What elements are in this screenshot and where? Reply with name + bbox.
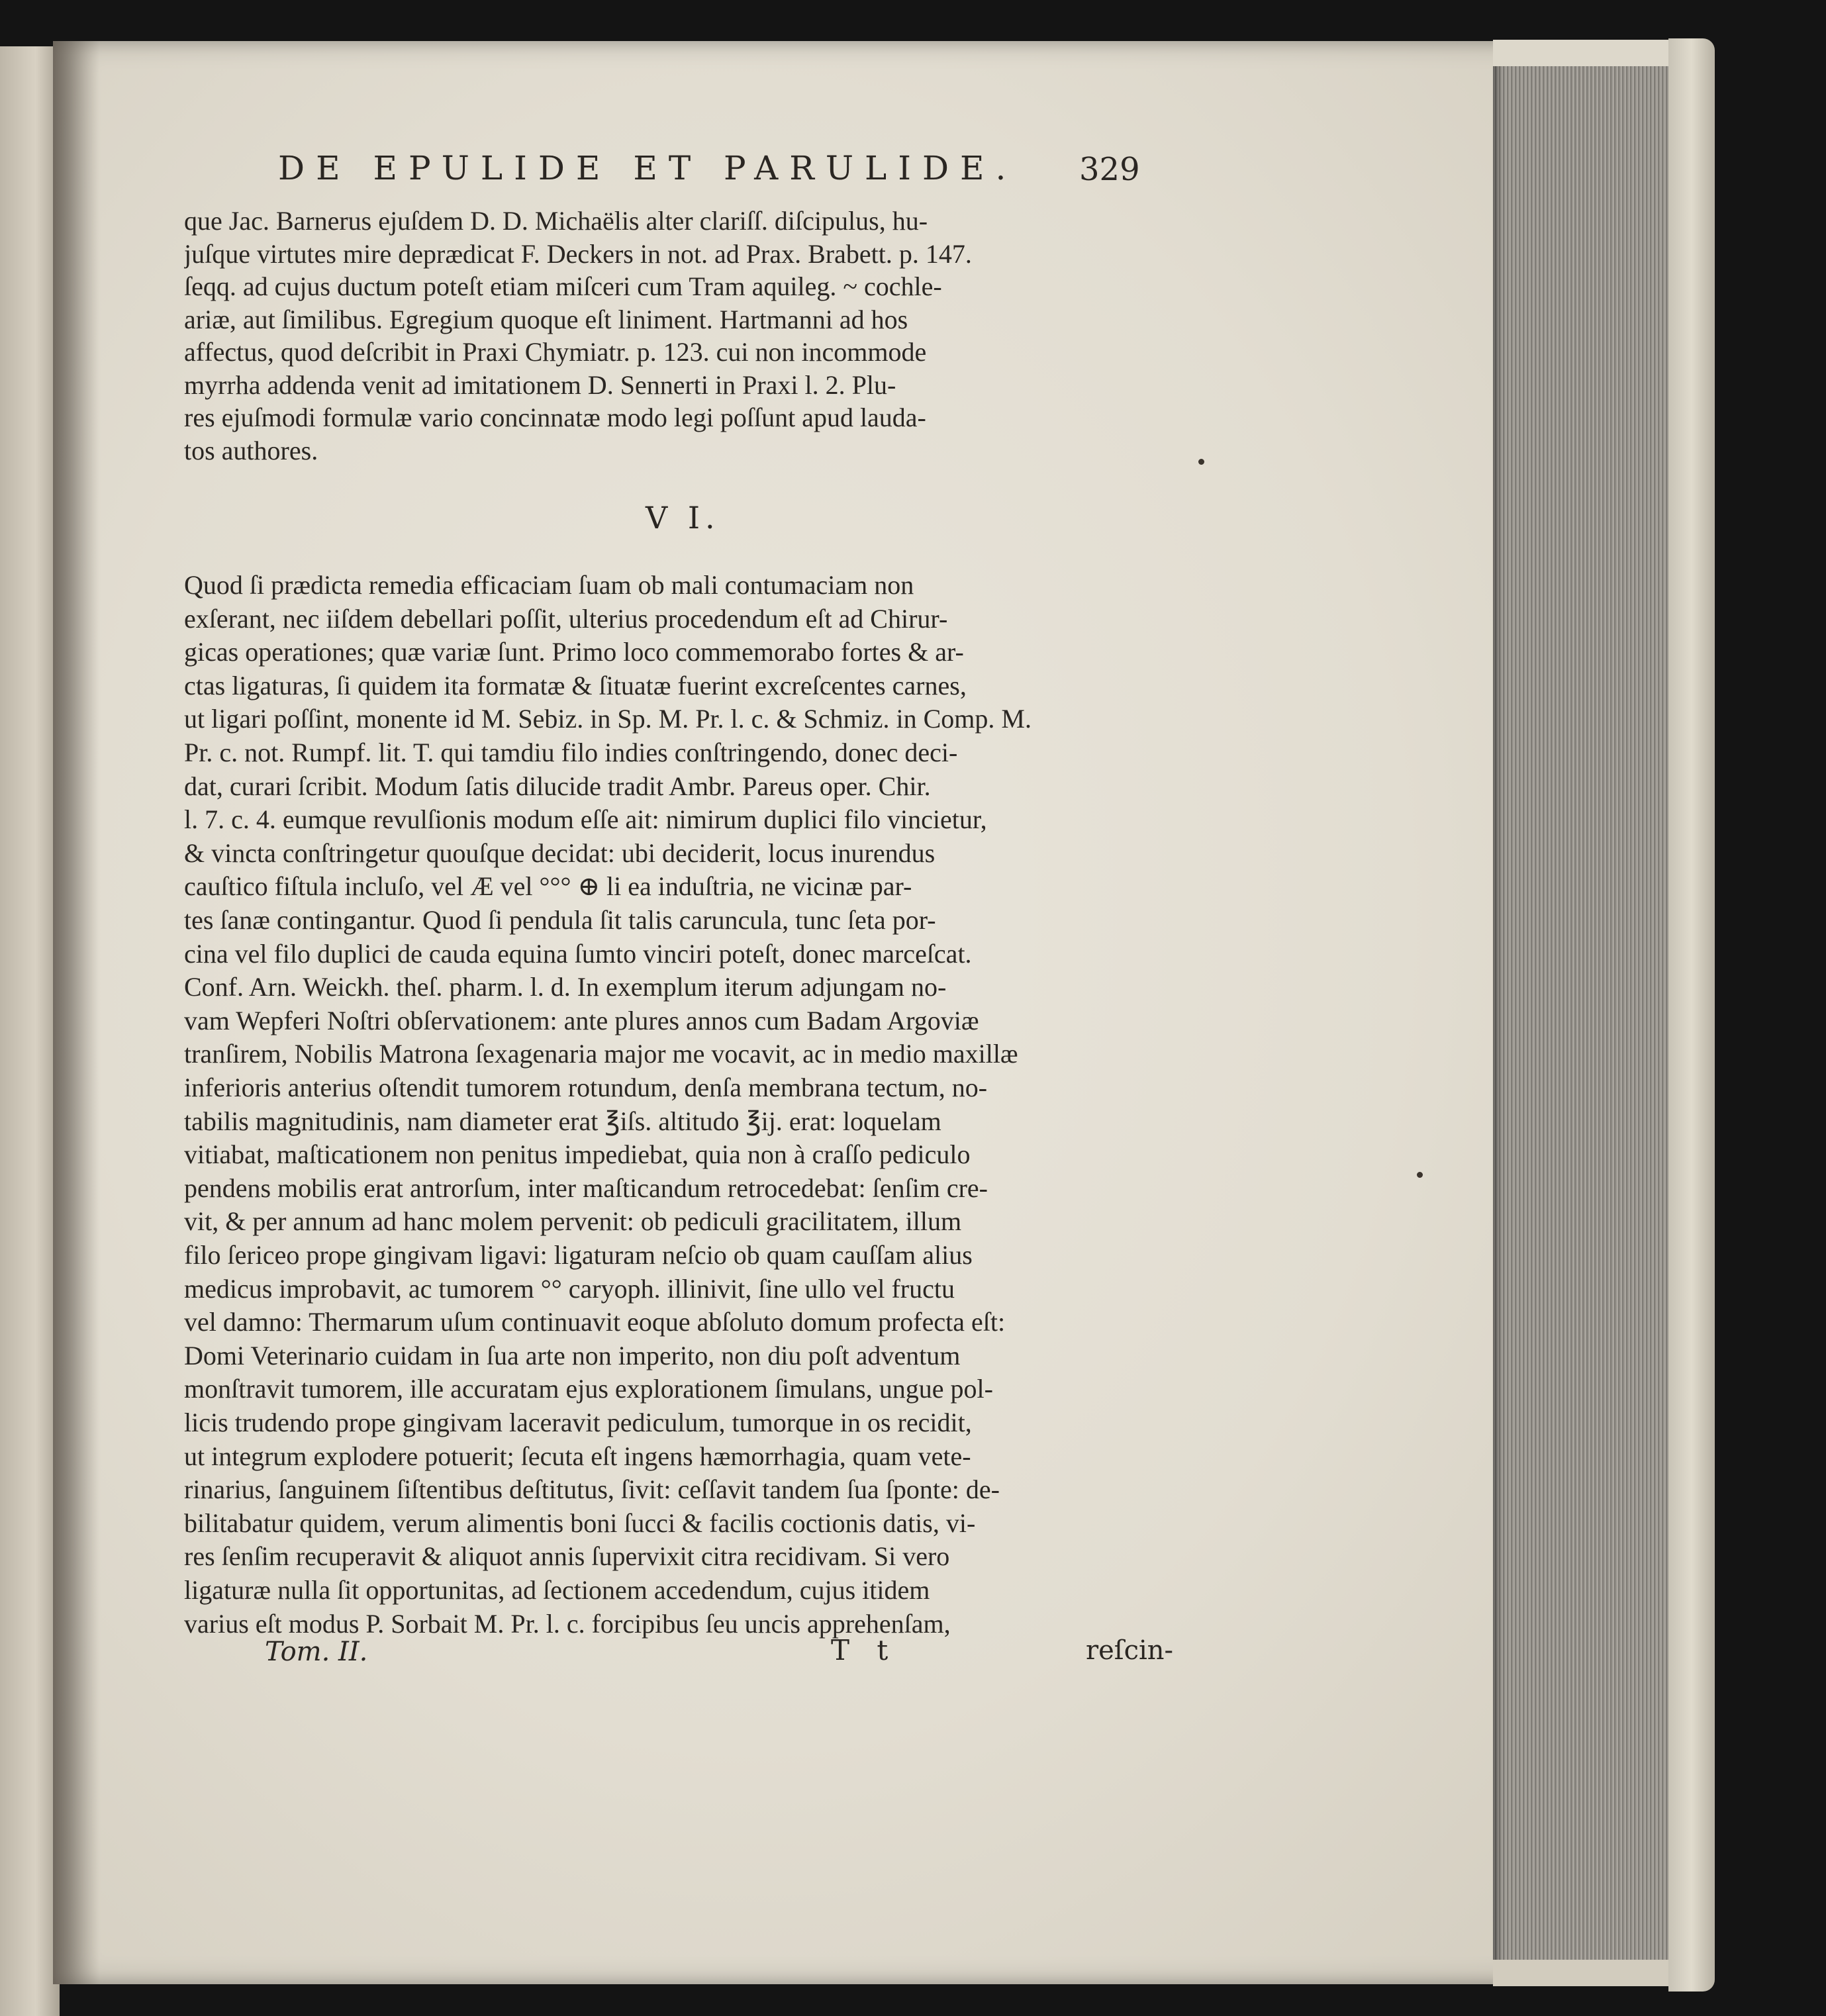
text-line: ctas ligaturas, ſi quidem ita formatæ & ſituatæ fuerint excreſcentes carnes, (184, 671, 967, 700)
section-heading: V I. (646, 500, 720, 536)
text-line: tes ſanæ contingantur. Quod ſi pendula ſit talis caruncula, tunc ſeta por- (184, 906, 936, 935)
page-gutter-shadow (53, 41, 99, 1984)
text-line: gicas operationes; quæ variæ ſunt. Primo loco commemorabo fortes & ar- (184, 638, 964, 667)
text-line: filo ſericeo prope gingivam ligavi: ligaturam neſcio ob quam cauſſam alius (184, 1241, 973, 1270)
text-line: affectus, quod deſcribit in Praxi Chymiatr. p. 123. cui non incommode (184, 338, 927, 367)
text-line: Quod ſi prædicta remedia efficaciam ſuam ob mali contumaciam non (184, 571, 914, 600)
ink-speck (1198, 459, 1204, 465)
text-line: que Jac. Barnerus ejuſdem D. D. Michaëlis alter clariſſ. diſcipulus, hu- (184, 207, 928, 236)
text-line: Conf. Arn. Weickh. theſ. pharm. l. d. In exemplum iterum adjungam no- (184, 973, 947, 1002)
text-line: & vincta conſtringetur quouſque decidat: ubi deciderit, locus inurendus (184, 838, 936, 868)
text-line: Domi Veterinario cuidam in ſua arte non imperito, non diu poſt adventum (184, 1341, 961, 1370)
footer-catchword: reſcin- (1086, 1635, 1174, 1666)
text-line: tabilis magnitudinis, nam diameter erat ℥iſs. altitudo ℥ij. erat: loquelam (184, 1106, 941, 1136)
text-line: res ſenſim recuperavit & aliquot annis ſupervixit citra recidivam. Si vero (184, 1542, 950, 1572)
text-line: myrrha addenda venit ad imitationem D. Sennerti in Praxi l. 2. Plu- (184, 370, 896, 400)
text-line: tranſirem, Nobilis Matrona ſexagenaria major me vocavit, ac in medio maxillæ (184, 1039, 1018, 1069)
text-line: vit, & per annum ad hanc molem pervenit: ob pediculi gracilitatem, illum (184, 1207, 962, 1237)
previous-page-edge (0, 46, 60, 2016)
ink-speck (1417, 1172, 1423, 1178)
text-line: bilitabatur quidem, verum alimentis boni ſucci & facilis coctionis datis, vi- (184, 1508, 976, 1538)
footer-signature-mark: T t (831, 1634, 898, 1666)
text-line: ut ligari poſſint, monente id M. Sebiz. in Sp. M. Pr. l. c. & Schmiz. in Comp. M. (184, 704, 1032, 734)
text-line: vam Wepferi Noſtri obſervationem: ante plures annos cum Badam Argoviæ (184, 1006, 979, 1035)
text-line: pendens mobilis erat antrorſum, inter maſticandum retrocedebat: ſenſim cre- (184, 1173, 988, 1203)
text-line: tos authores. (184, 436, 318, 465)
text-line: varius eſt modus P. Sorbait M. Pr. l. c. forcipibus ſeu uncis apprehenſam, (184, 1609, 951, 1639)
text-line: vel damno: Thermarum uſum continuavit eoque abſoluto domum profecta eſt: (184, 1308, 1006, 1337)
text-line: cauſtico fiſtula incluſo, vel Æ vel °°° ⊕ li ea induſtria, ne vicinæ par- (184, 872, 912, 902)
text-line: vitiabat, maſticationem non penitus impediebat, quia non à craſſo pediculo (184, 1140, 971, 1170)
running-title: DE EPULIDE ET PARULIDE. (278, 149, 1018, 187)
text-line: medicus improbavit, ac tumorem °° caryoph. illinivit, ſine ullo vel fructu (184, 1274, 955, 1304)
text-line: Pr. c. not. Rumpf. lit. T. qui tamdiu filo indies conſtringendo, donec deci- (184, 738, 958, 767)
text-line: res ejuſmodi formulæ vario concinnatæ modo legi poſſunt apud lauda- (184, 403, 926, 432)
footer-volume: Tom. II. (265, 1637, 368, 1667)
text-line: rinarius, ſanguinem ſiſtentibus deſtitutus, ſivit: ceſſavit tandem ſua ſponte: de- (184, 1475, 1000, 1505)
text-line: juſque virtutes mire deprædicat F. Deckers in not. ad Prax. Brabett. p. 147. (184, 239, 972, 269)
text-line: licis trudendo prope gingivam laceravit pediculum, tumorque in os recidit, (184, 1408, 972, 1437)
text-line: ligaturæ nulla ſit opportunitas, ad ſectionem accedendum, cujus itidem (184, 1576, 930, 1605)
text-line: exſerant, nec iiſdem debellari poſſit, ulterius procedendum eſt ad Chirur- (184, 604, 948, 634)
page-number: 329 (1079, 151, 1140, 188)
text-line: ariæ, aut ſimilibus. Egregium quoque eſt liniment. Hartmanni ad hos (184, 305, 908, 334)
text-line: inferioris anterius oſtendit tumorem rotundum, denſa membrana tectum, no- (184, 1073, 988, 1102)
text-line: l. 7. c. 4. eumque revulſionis modum eſſe ait: nimirum duplici filo vincietur, (184, 805, 987, 835)
text-line: ſeqq. ad cujus ductum poteſt etiam miſceri cum Tram aquileg. ~ cochle- (184, 272, 942, 301)
page-stack-fore-edge (1493, 46, 1692, 1986)
text-line: monſtravit tumorem, ille accuratam ejus explorationem ſimulans, ungue pol- (184, 1374, 993, 1404)
text-line: dat, curari ſcribit. Modum ſatis dilucide tradit Ambr. Pareus oper. Chir. (184, 771, 931, 801)
page-stack-top (1493, 40, 1692, 66)
page-stack-bottom (1493, 1960, 1692, 1986)
text-line: ut integrum explodere potuerit; ſecuta eſt ingens hæmorrhagia, quam vete- (184, 1441, 971, 1471)
book-cover-edge (1668, 38, 1715, 1992)
text-line: cina vel filo duplici de cauda equina ſumto vinciri poteſt, donec marceſcat. (184, 939, 972, 969)
